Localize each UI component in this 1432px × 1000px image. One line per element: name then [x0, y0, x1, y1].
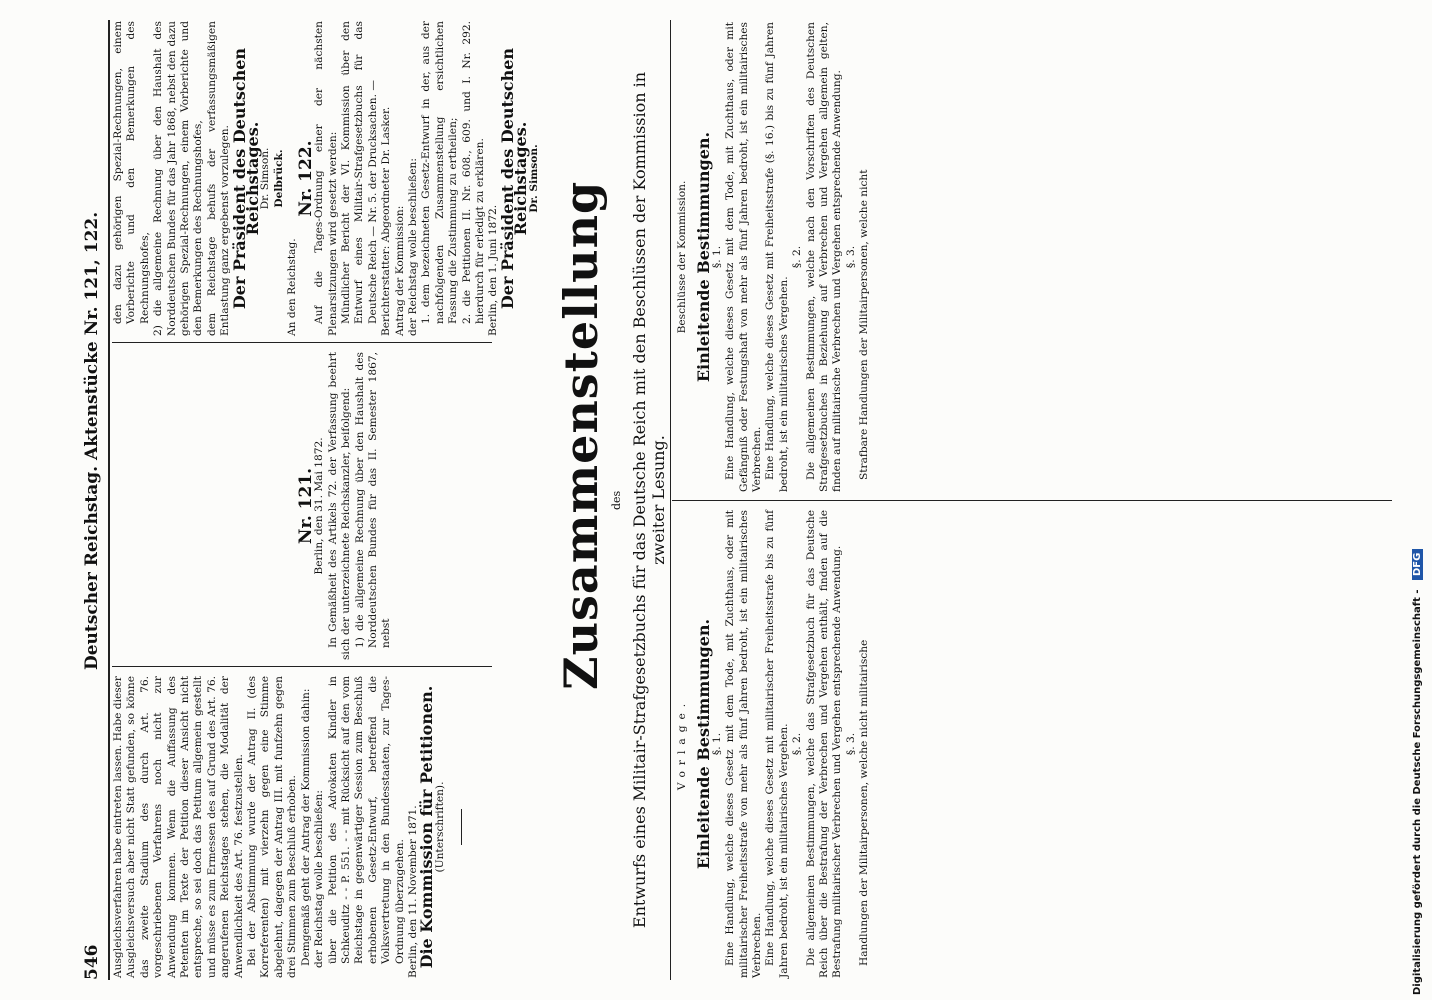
paragraph: Auf die Tages-Ordnung einer der nächsten Plenarsitzungen wird gesetzt werden: [313, 21, 339, 336]
signature: Delbrück. [272, 149, 285, 208]
left-table [676, 510, 872, 978]
table-divider [672, 500, 1392, 501]
dfg-logo: DFG [1412, 549, 1423, 580]
section-heading: Einleitende Bestimmungen. [694, 618, 714, 870]
paragraph: über die Petition des Advokaten Kindler in Schkeuditz - - P. 551. - - mit Rücksicht auf den vom Reichstage in gegenwärtiger Session zum Beschluß erhobenen Gesetz-Entwurf, betreffend die Volksvertretung in den Bundesstaaten, zur Tages-Ordnung überzugehen. [326, 676, 406, 964]
right-table [676, 22, 872, 492]
digitization-text: Digitalisierung gefördert durch die Deutsche Forschungsgemeinschaft - [1412, 589, 1423, 995]
paragraph: den dazu gehörigen Spezial-Rechnungen, einem Vorberichte und den Bemerkungen des Rechnungshofes, [112, 21, 151, 324]
paragraph: Die allgemeinen Bestimmungen, welche nach den Vorschriften des Deutschen Strafgesetzbuches in Beziehung auf Verbrechen und Vergehen allgemein gelten, finden auf militairische Verbrechen und Vergehen entsprechende Anwendung. [804, 22, 844, 492]
date-line: Berlin, den 11. November 1871. [406, 805, 419, 978]
title-des: des [610, 490, 623, 510]
document-number: Nr. 122. [295, 140, 316, 217]
paragraph: Berichterstatter: Abgeordneter Dr. Lasker. [380, 106, 393, 336]
header-rule [108, 20, 110, 980]
table-heading: Beschlüsse der Kommission. [676, 180, 688, 334]
paragraph: der Reichstag wolle beschließen: [313, 790, 326, 968]
signature: Der Präsident des Deutschen Reichstages. [229, 47, 263, 310]
paragraph: Ausgleichsverfahren habe eintreten lassen. Habe dieser Ausgleichsversuch aber nicht Statt gefunden, so könne das zweite Stadium des durch Art. 76. vorgeschriebenen Verfahrens noch nicht zur Anwendung kommen. Wenn die Auffassung des Petenten im Texte der Petition dieser Ansicht nicht entspreche, so sei doch das Petitum allgemein gestellt und müsse es zum Ermessen des auf Grund des Art. 76. angerufenen Reichstages stehen, die Modalität der Anwendlichkeit des Art. 76. festzustellen. [112, 676, 245, 978]
paragraph: 2. die Petitionen II. Nr. 608., 609. und I. Nr. 292. hierdurch für erledigt zu erklären. [460, 21, 486, 324]
paragraph: Mündlicher Bericht der VI. Kommission über den Entwurf eines Militair-Strafgesetzbuchs für das Deutsche Reich — Nr. 5. der Drucksachen. — [339, 21, 379, 324]
paragraph: Handlungen der Militairpersonen, welche nicht militairische [858, 639, 871, 966]
paragraph: der Reichstag wolle beschließen: [406, 158, 419, 336]
table-heading: Vorlage. [676, 697, 688, 791]
paragraph-number: §. 3. [844, 245, 857, 269]
date-line: Berlin, den 1. Juni 1872. [487, 204, 500, 336]
paragraph: Antrag der Kommission: [393, 205, 406, 336]
digitization-notice [1412, 5, 1430, 995]
date-line: Berlin, den 31. Mai 1872. [313, 437, 326, 575]
paragraph: Eine Handlung, welche dieses Gesetz mit dem Tode, mit Zuchthaus, oder mit militairischer Freiheitsstrafe von mehr als fünf Jahren bedroht, ist ein militairisches Verbrechen. [724, 510, 764, 978]
subtitle: Entwurfs eines Militair-Strafgesetzbuchs für das Deutsche Reich mit den Beschlüssen der Kommission in zweiter Lesung. [630, 71, 668, 929]
paragraph: 1. dem bezeichneten Gesetz-Entwurf in der, aus der nachfolgenden Zusammenstellung ersichtlichen Fassung die Zustimmung zu ertheilen; [420, 21, 460, 324]
signature-note: (Unterschriften). [433, 781, 446, 873]
paragraph-number: §. 3. [844, 732, 857, 756]
column-3 [112, 21, 541, 336]
table-rule-top [670, 20, 671, 980]
paragraph: Strafbare Handlungen der Militairpersonen, welche nicht [858, 169, 871, 480]
signature: Dr. Simson. [527, 144, 540, 213]
paragraph: Eine Handlung, welche dieses Gesetz mit militairischer Freiheitsstrafe bis zu fünf Jahren bedroht, ist ein militairisches Vergehen. [764, 510, 790, 978]
paragraph: Die allgemeinen Bestimmungen, welche das Strafgesetzbuch für das Deutsche Reich über die Bestrafung der Verbrechen und Vergehen enthält, finden auf die Bestrafung militairischer Verbrechen und Vergehen entsprechende Anwendung. [804, 510, 844, 978]
column-2 [112, 352, 394, 660]
paragraph: Demgemäß geht der Antrag der Kommission dahin: [299, 688, 312, 966]
signature: Der Präsident des Deutschen Reichstages. [497, 47, 531, 310]
paragraph: dem Reichstage behufs der verfassungsmäßigen Entlastung ganz ergebenst vorzulegen. [205, 21, 232, 336]
paragraph-number: §. 1. [710, 245, 723, 269]
running-title: Deutscher Reichstag. Aktenstücke Nr. 121, 122. [82, 211, 102, 670]
main-title: Zusammenstellung [554, 180, 608, 690]
paragraph: Eine Handlung, welche dieses Gesetz mit dem Tode, mit Zuchthaus, oder mit Gefängniß oder Festungshaft von mehr als fünf Jahren bedroht, ist ein militairisches Verbrechen. [724, 22, 764, 492]
document-number: Nr. 121. [296, 467, 316, 545]
column-divider-1 [112, 666, 492, 667]
paragraph-number: §. 2. [791, 245, 804, 269]
section-heading: Einleitende Bestimmungen. [694, 131, 714, 383]
addressee: An den Reichstag. [286, 238, 299, 336]
paragraph: 2) die allgemeine Rechnung über den Haushalt des Norddeutschen Bundes für das Jahr 1868, nebst den dazu gehörigen Spezial-Rechnungen, einem Vorberichte und den Bemerkungen des Rechnungshofes, [152, 21, 205, 336]
paragraph-number: §. 2. [791, 732, 804, 756]
divider [461, 809, 462, 845]
paragraph: In Gemäßheit des Artikels 72. der Verfassung beehrt sich der unterzeichnete Reichskanzler, beifolgend: [326, 352, 353, 660]
paragraph-number: §. 1. [710, 732, 723, 756]
paragraph: Eine Handlung, welche dieses Gesetz mit Freiheitsstrafe (§. 16.) bis zu fünf Jahren bedroht, ist ein militairisches Vergehen. [764, 22, 790, 492]
paragraph: Bei der Abstimmung wurde der Antrag II. (des Korreferenten) mit vierzehn gegen eine Stimme abgelehnt, dagegen der Antrag III. mit funfzehn gegen drei Stimmen zum Beschluß erhoben. [246, 676, 299, 978]
signature: Die Kommission für Petitionen. [417, 685, 437, 969]
column-divider-2 [112, 342, 492, 343]
paragraph: 1) die allgemeine Rechnung über den Haushalt des Norddeutschen Bundes für das II. Semester 1867, nebst [353, 352, 393, 648]
page-number: 546 [82, 944, 102, 980]
column-1 [112, 676, 476, 978]
signature: Dr. Simson. [259, 147, 272, 210]
